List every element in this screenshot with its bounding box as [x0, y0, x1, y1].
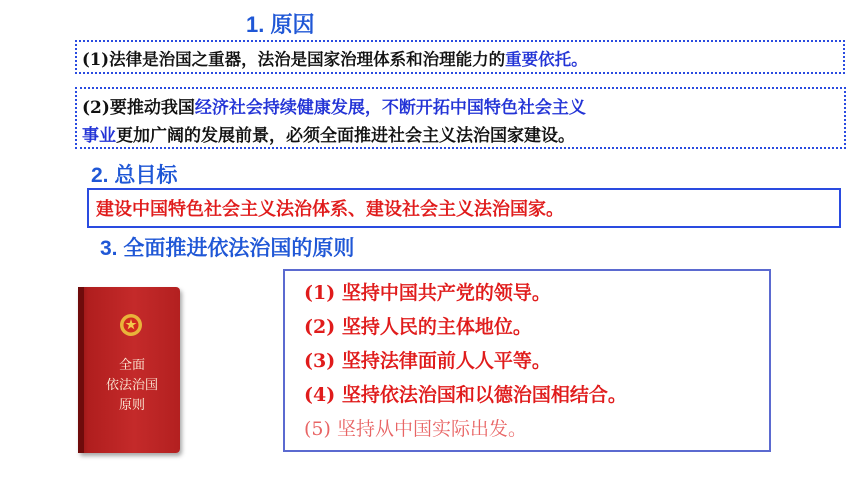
law-book-title-line1: 全面	[118, 358, 145, 373]
reason-point-2-suffix: 更加广阔的发展前景，必须全面推进社会主义法治国家建设。	[116, 126, 575, 146]
section2-heading: 2. 总目标	[91, 164, 178, 187]
section1-heading: 1. 原因	[246, 12, 315, 37]
reason-point-1-text: (1)法律是治国之重器，法治是国家治理体系和治理能力的	[82, 50, 506, 69]
law-book-title	[96, 356, 168, 416]
reason-point-2-line2	[82, 121, 575, 146]
principle-item: (3) 坚持法律面前人人平等。	[304, 350, 551, 372]
law-book-spine	[78, 287, 84, 453]
principle-item: (4) 坚持依法治国和以德治国相结合。	[304, 384, 627, 406]
principle-item: (1) 坚持中国共产党的领导。	[304, 282, 551, 304]
law-book-title-line3: 原则	[118, 398, 145, 413]
reason-point-2-line1	[82, 93, 586, 118]
reason-point-2-prefix: (2)要推动我国	[82, 98, 195, 118]
reason-point-1-highlight: 重要依托。	[505, 50, 588, 69]
law-book-title-line2: 依法治国	[105, 378, 158, 393]
reason-point-1	[82, 46, 588, 70]
principle-item: (5) 坚持从中国实际出发。	[304, 418, 527, 440]
principle-item: (2) 坚持人民的主体地位。	[304, 316, 532, 338]
reason-point-2-highlight-a: 经济社会持续健康发展，不断开拓中国特色社会主义	[194, 98, 586, 118]
goal-text: 建设中国特色社会主义法治体系、建设社会主义法治国家。	[96, 199, 564, 220]
reason-point-2-highlight-b: 事业	[82, 126, 116, 146]
national-emblem-icon	[119, 313, 143, 337]
section3-heading: 3. 全面推进依法治国的原则	[100, 237, 355, 260]
